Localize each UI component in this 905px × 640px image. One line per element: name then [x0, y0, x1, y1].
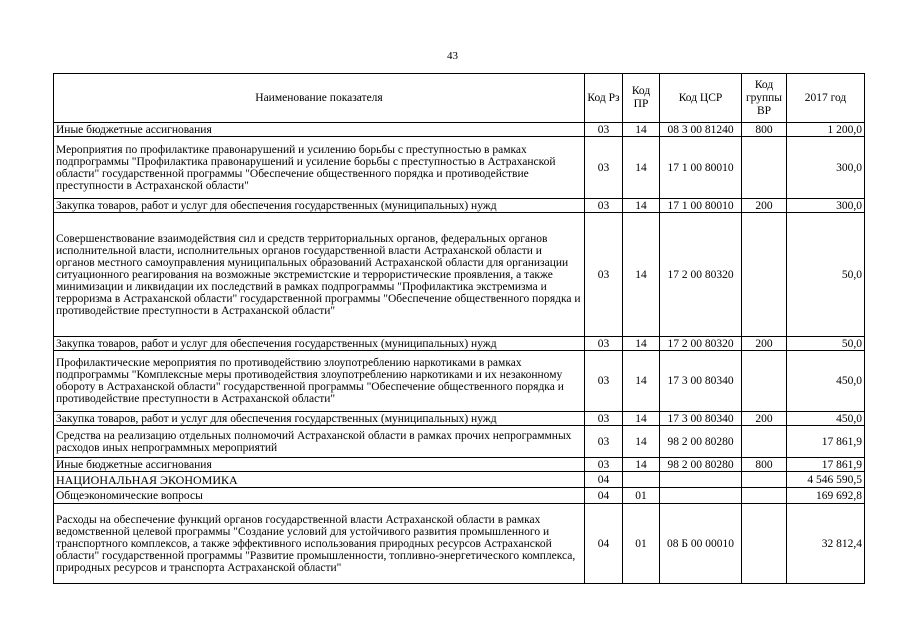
row-pr-cell: 14 [623, 337, 660, 351]
row-sum-cell: 1 200,0 [787, 123, 865, 137]
header-pr: Код ПР [623, 74, 660, 123]
header-name: Наименование показателя [54, 74, 585, 123]
row-name-cell: Иные бюджетные ассигнования [54, 458, 585, 472]
row-rz-cell: 04 [585, 504, 623, 584]
row-sum-cell: 50,0 [787, 337, 865, 351]
row-rz-cell: 03 [585, 458, 623, 472]
row-name-cell: НАЦИОНАЛЬНАЯ ЭКОНОМИКА [54, 472, 585, 488]
row-vr-cell: 200 [742, 199, 787, 213]
row-vr-cell [742, 488, 787, 504]
row-vr-cell [742, 137, 787, 199]
table-row [54, 137, 865, 199]
row-rz-cell: 04 [585, 488, 623, 504]
table-row [54, 123, 865, 137]
row-csr-cell: 17 2 00 80320 [660, 337, 742, 351]
row-csr-cell: 17 3 00 80340 [660, 351, 742, 412]
row-rz-cell: 03 [585, 337, 623, 351]
header-rz: Код Рз [585, 74, 623, 123]
row-csr-cell: 17 1 00 80010 [660, 137, 742, 199]
row-csr-cell: 08 Б 00 00010 [660, 504, 742, 584]
header-year: 2017 год [787, 74, 865, 123]
row-vr-cell [742, 213, 787, 337]
row-name-cell: Закупка товаров, работ и услуг для обеспечения государственных (муниципальных) нужд [54, 199, 585, 213]
table-row [54, 426, 865, 458]
row-pr-cell: 14 [623, 351, 660, 412]
row-rz-cell: 03 [585, 412, 623, 426]
row-vr-cell [742, 426, 787, 458]
row-vr-cell [742, 504, 787, 584]
row-csr-cell: 98 2 00 80280 [660, 426, 742, 458]
row-rz-cell: 03 [585, 123, 623, 137]
table-row [54, 504, 865, 584]
row-name-cell: Расходы на обеспечение функций органов государственной власти Астраханской области в рамках ведомственной целевой программы "Создание условий для устойчивого развития промышленного и транспортного комплексов, а также эффективного использования природных ресурсов Астраханской области" государственной программы "Развитие промышленности, топливно-энергетического комплекса, природных ресурсов и транспорта Астраханской области" [54, 504, 585, 584]
row-sum-cell: 300,0 [787, 199, 865, 213]
row-pr-cell: 14 [623, 426, 660, 458]
row-name-cell: Средства на реализацию отдельных полномочий Астраханской области в рамках прочих непрограммных расходов иных непрограммных мероприятий [54, 426, 585, 458]
table-header-row [54, 74, 865, 123]
table-row [54, 412, 865, 426]
table-row [54, 337, 865, 351]
row-csr-cell: 17 2 00 80320 [660, 213, 742, 337]
row-vr-cell: 800 [742, 123, 787, 137]
row-vr-cell: 200 [742, 412, 787, 426]
row-sum-cell: 450,0 [787, 351, 865, 412]
row-pr-cell [623, 472, 660, 488]
row-vr-cell [742, 351, 787, 412]
row-name-cell: Закупка товаров, работ и услуг для обеспечения государственных (муниципальных) нужд [54, 337, 585, 351]
row-name-cell: Иные бюджетные ассигнования [54, 123, 585, 137]
row-pr-cell: 14 [623, 137, 660, 199]
row-pr-cell: 14 [623, 458, 660, 472]
row-rz-cell: 03 [585, 137, 623, 199]
row-pr-cell: 14 [623, 123, 660, 137]
row-rz-cell: 03 [585, 199, 623, 213]
row-sum-cell: 50,0 [787, 213, 865, 337]
row-sum-cell: 169 692,8 [787, 488, 865, 504]
row-csr-cell [660, 472, 742, 488]
page-number: 43 [447, 50, 458, 62]
row-csr-cell: 98 2 00 80280 [660, 458, 742, 472]
row-sum-cell: 32 812,4 [787, 504, 865, 584]
row-vr-cell: 200 [742, 337, 787, 351]
budget-table [53, 73, 865, 584]
table-row [54, 458, 865, 472]
row-name-cell: Закупка товаров, работ и услуг для обеспечения государственных (муниципальных) нужд [54, 412, 585, 426]
row-name-cell: Общеэкономические вопросы [54, 488, 585, 504]
row-name-cell: Мероприятия по профилактике правонарушений и усилению борьбы с преступностью в рамках подпрограммы "Профилактика правонарушений и усиление борьбы с преступностью в Астраханской области" государственной программы "Обеспечение общественного порядка и противодействие преступности в Астраханской области" [54, 137, 585, 199]
row-rz-cell: 04 [585, 472, 623, 488]
header-csr: Код ЦСР [660, 74, 742, 123]
row-csr-cell [660, 488, 742, 504]
table-row [54, 199, 865, 213]
table-row [54, 213, 865, 337]
row-sum-cell: 17 861,9 [787, 426, 865, 458]
row-csr-cell: 17 3 00 80340 [660, 412, 742, 426]
header-vr: Код группы ВР [742, 74, 787, 123]
row-pr-cell: 14 [623, 199, 660, 213]
table-row [54, 351, 865, 412]
row-pr-cell: 01 [623, 504, 660, 584]
row-pr-cell: 01 [623, 488, 660, 504]
row-sum-cell: 4 546 590,5 [787, 472, 865, 488]
row-rz-cell: 03 [585, 426, 623, 458]
row-rz-cell: 03 [585, 351, 623, 412]
row-name-cell: Профилактические мероприятия по противодействию злоупотреблению наркотиками в рамках подпрограммы "Комплексные меры противодействия злоупотреблению наркотиками и их незаконному обороту в Астраханской области" государственной программы "Обеспечение общественного порядка и противодействие преступности в Астраханской области" [54, 351, 585, 412]
row-vr-cell: 800 [742, 458, 787, 472]
row-sum-cell: 17 861,9 [787, 458, 865, 472]
row-csr-cell: 08 3 00 81240 [660, 123, 742, 137]
table-row [54, 472, 865, 488]
table-row [54, 488, 865, 504]
row-pr-cell: 14 [623, 213, 660, 337]
row-name-cell: Совершенствование взаимодействия сил и средств территориальных органов, федеральных органов исполнительной власти, исполнительных органов государственной власти Астраханской области и органов местного самоуправления муниципальных образований Астраханской области для организации ситуационного реагирования на возможные экстремистские и террористические проявления, а также минимизации и ликвидации их последствий в рамках подпрограммы "Профилактика экстремизма и терроризма в Астраханской области" государственной программы "Обеспечение общественного порядка и противодействие преступности в Астраханской области" [54, 213, 585, 337]
row-pr-cell: 14 [623, 412, 660, 426]
row-sum-cell: 450,0 [787, 412, 865, 426]
row-vr-cell [742, 472, 787, 488]
row-csr-cell: 17 1 00 80010 [660, 199, 742, 213]
row-sum-cell: 300,0 [787, 137, 865, 199]
row-rz-cell: 03 [585, 213, 623, 337]
